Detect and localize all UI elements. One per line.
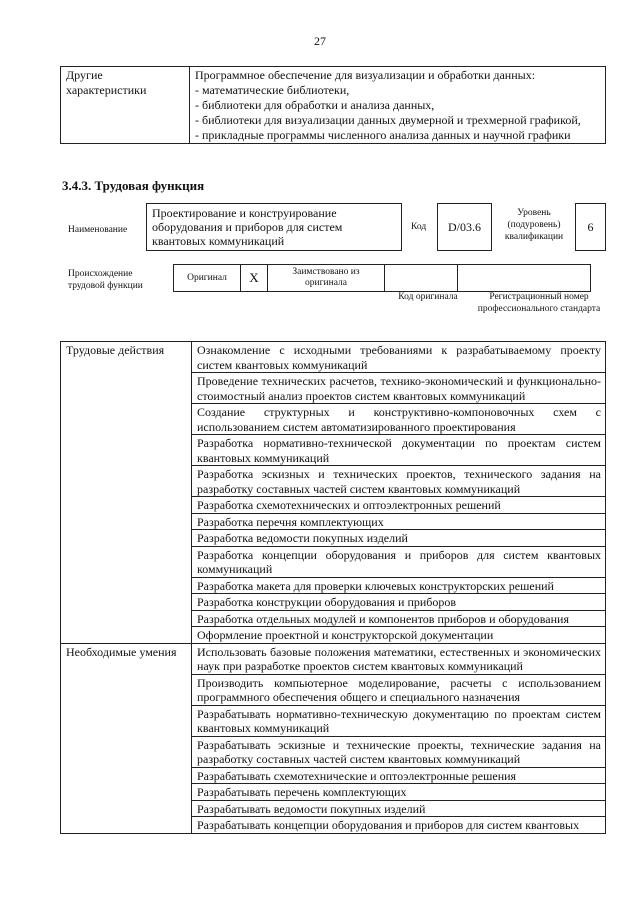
other-characteristics-line: Программное обеспечение для визуализации и обработки данных: <box>195 68 536 82</box>
required-skill-item: Разрабатывать схемотехнические и оптоэлектронные решения <box>192 767 606 784</box>
table-row <box>61 643 606 674</box>
section-title: 3.4.3. Трудовая функция <box>62 178 205 193</box>
origin-original: Оригинал <box>174 265 241 292</box>
page-number: 27 <box>314 34 326 48</box>
other-characteristics-table <box>60 66 606 144</box>
other-characteristics-label: Другие характеристики <box>61 67 190 144</box>
labor-action-item: Разработка нормативно-технической документации по проектам систем квантовых коммуникаций <box>192 435 606 466</box>
other-characteristics-line: - библиотеки для обработки и анализа данных, <box>195 98 435 112</box>
function-code: D/03.6 <box>437 203 492 251</box>
labor-action-item: Создание структурных и конструктивно-компоновочных схем с использованием систем автоматизированного проектирования <box>192 404 606 435</box>
code-label: Код <box>411 222 427 232</box>
code-original-caption: Код оригинала <box>398 292 458 302</box>
labor-action-item: Разработка конструкции оборудования и приборов <box>192 594 606 611</box>
registration-number-caption: Регистрационный номер профессионального стандарта <box>477 292 601 314</box>
origin-borrowed: Заимствовано из оригинала <box>268 265 385 292</box>
labor-action-item: Разработка схемотехнических и оптоэлектронных решений <box>192 497 606 514</box>
labor-action-item: Разработка отдельных модулей и компонентов приборов и оборудования <box>192 610 606 627</box>
qualification-level: 6 <box>575 203 606 251</box>
labor-actions-label: Трудовые действия <box>61 342 192 644</box>
other-characteristics-line: - математические библиотеки, <box>195 83 350 97</box>
origin-reg-number-cell <box>458 265 591 292</box>
origin-table <box>173 264 591 292</box>
labor-action-item: Разработка перечня комплектующих <box>192 513 606 530</box>
required-skill-item: Разрабатывать эскизные и технические проекты, технические задания на разработку составных частей систем квантовых коммуникаций <box>192 736 606 767</box>
required-skill-item: Использовать базовые положения математики, естественных и экономических наук при разработке проектов систем квантовых коммуникаций <box>192 643 606 674</box>
other-characteristics-line: - прикладные программы численного анализа данных и научной графики <box>195 128 571 142</box>
origin-label: Происхождение трудовой функции <box>68 269 143 291</box>
labor-action-item: Разработка макета для проверки ключевых конструкторских решений <box>192 577 606 594</box>
labor-function-table <box>60 341 606 834</box>
qualification-level-label: Уровень (подуровень) квалификации <box>504 208 564 242</box>
labor-action-item: Разработка эскизных и технических проектов, технического задания на разработку составных частей систем квантовых коммуникаций <box>192 466 606 497</box>
labor-action-item: Разработка ведомости покупных изделий <box>192 530 606 547</box>
other-characteristics-values <box>190 67 606 144</box>
labor-action-item: Проведение технических расчетов, технико-экономический и функционально-стоимостный анализ проектов систем квантовых коммуникаций <box>192 373 606 404</box>
origin-mark: X <box>241 265 268 292</box>
required-skill-item: Разрабатывать перечень комплектующих <box>192 784 606 801</box>
required-skill-item: Разрабатывать концепции оборудования и приборов для систем квантовых <box>192 817 606 834</box>
required-skill-item: Разрабатывать ведомости покупных изделий <box>192 800 606 817</box>
function-name: Проектирование и конструирование оборудования и приборов для систем квантовых коммуникаций <box>146 203 402 251</box>
name-label: Наименование <box>68 225 128 235</box>
origin-code-cell <box>385 265 458 292</box>
other-characteristics-line: - библиотеки для визуализации данных двумерной и трехмерной графикой, <box>195 113 581 127</box>
labor-action-item: Разработка концепции оборудования и приборов для систем квантовых коммуникаций <box>192 546 606 577</box>
required-skills-label: Необходимые умения <box>61 643 192 833</box>
labor-action-item: Ознакомление с исходными требованиями к разрабатываемому проекту систем квантовых коммуникаций <box>192 342 606 373</box>
required-skill-item: Производить компьютерное моделирование, расчеты с использованием программного обеспечения общего и специального назначения <box>192 674 606 705</box>
required-skill-item: Разрабатывать нормативно-техническую документацию по проектам систем квантовых коммуникаций <box>192 705 606 736</box>
table-row <box>61 342 606 373</box>
labor-action-item: Оформление проектной и конструкторской документации <box>192 627 606 644</box>
